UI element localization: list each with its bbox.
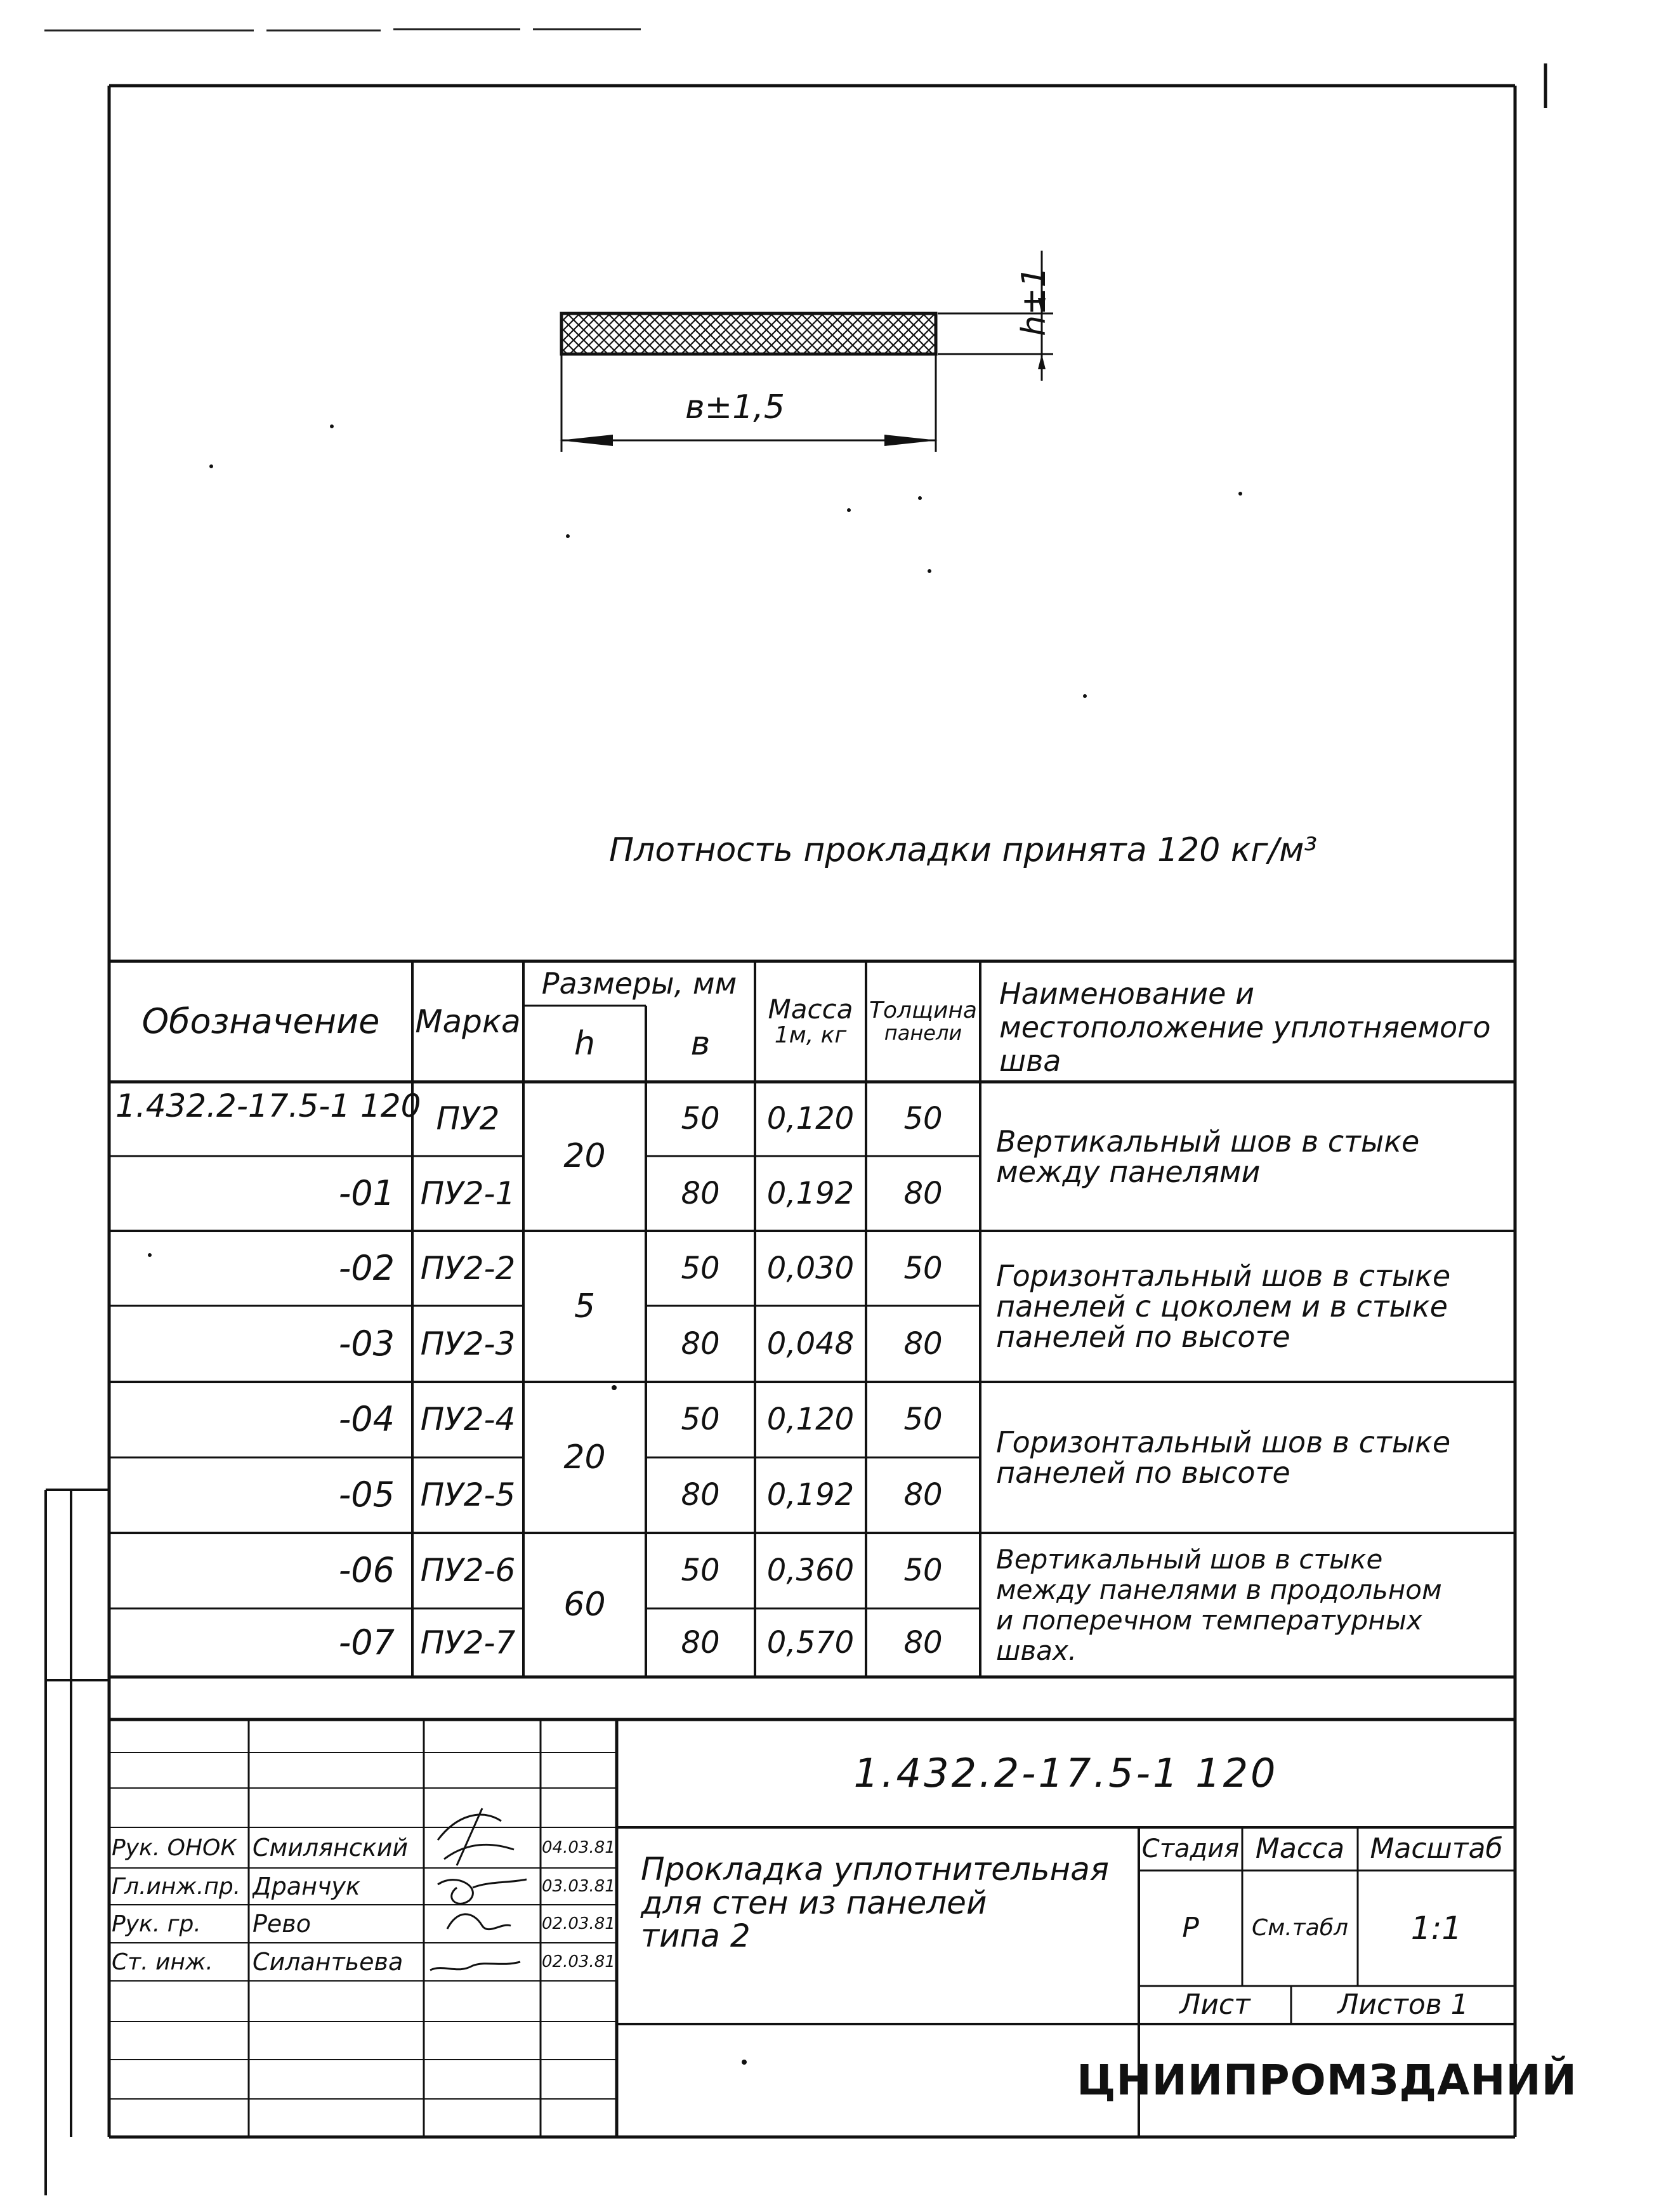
row-mark: ПУ2-6 <box>420 1552 516 1589</box>
row-mass: 0,570 <box>766 1624 855 1660</box>
sig-name: Дранчук <box>253 1872 360 1900</box>
row-panel-thickness: 50 <box>903 1553 943 1589</box>
sheets-label: Листов 1 <box>1337 1988 1469 2021</box>
row-mark: ПУ2-3 <box>420 1325 516 1362</box>
sig-name: Смилянский <box>253 1834 409 1862</box>
thickness-dimension-label: h±1 <box>1015 266 1053 336</box>
row-designation: -07 <box>338 1622 395 1662</box>
header-thickness <box>866 961 980 1082</box>
row-designation: -03 <box>338 1323 395 1364</box>
row-panel-thickness: 80 <box>903 1175 943 1211</box>
row-designation: 1.432.2-17.5-1 120 <box>115 1088 421 1125</box>
row-designation: -05 <box>338 1475 395 1515</box>
mass-header: Масса <box>1255 1832 1345 1865</box>
header-mark: Марка <box>415 1003 521 1040</box>
sheet-label: Лист <box>1179 1988 1250 2021</box>
row-panel-thickness: 80 <box>903 1477 943 1513</box>
header-description: Наименование и местоположение уплотняемого шва <box>999 976 1491 1078</box>
stage-header: Стадия <box>1141 1834 1240 1864</box>
row-mass: 0,192 <box>766 1175 855 1211</box>
sig-role: Рук. ОНОК <box>112 1834 237 1861</box>
row-mark: ПУ2-5 <box>420 1476 516 1514</box>
sig-name: Рево <box>253 1910 311 1938</box>
row-mark: ПУ2-7 <box>420 1624 516 1661</box>
row-mass: 0,192 <box>766 1477 855 1513</box>
group-description: Вертикальный шов в стыке между панелями <box>996 1124 1420 1189</box>
sig-date: 04.03.81 <box>542 1838 615 1857</box>
row-width-b: 50 <box>681 1402 720 1438</box>
trim-line <box>44 29 641 30</box>
header-h: h <box>574 1024 595 1063</box>
row-panel-thickness: 50 <box>903 1402 943 1438</box>
header-b: в <box>690 1024 711 1063</box>
signature-marks <box>430 1808 527 1970</box>
row-panel-thickness: 80 <box>903 1624 943 1660</box>
group-description: Вертикальный шов в стыке между панелями в продольном и поперечном температурных швах. <box>996 1543 1442 1666</box>
group-description: Горизонтальный шов в стыке панелей по высоте <box>996 1425 1451 1490</box>
row-mass: 0,120 <box>766 1101 855 1137</box>
header-designation: Обозначение <box>141 1001 380 1041</box>
scale-header: Масштаб <box>1370 1832 1503 1865</box>
header-mass <box>755 961 866 1082</box>
row-width-b: 50 <box>681 1553 720 1589</box>
row-panel-thickness: 50 <box>903 1101 943 1137</box>
row-panel-thickness: 80 <box>903 1325 943 1362</box>
row-mark: ПУ2-1 <box>420 1174 516 1212</box>
sig-role: Рук. гр. <box>112 1910 201 1937</box>
header-thickness-line1: Толщина <box>869 997 977 1024</box>
group-height-h: 5 <box>574 1287 596 1325</box>
row-width-b: 50 <box>681 1250 720 1286</box>
row-mass: 0,360 <box>766 1553 855 1589</box>
scale-value: 1:1 <box>1410 1909 1462 1947</box>
row-designation: -02 <box>338 1247 395 1288</box>
sig-date: 03.03.81 <box>542 1877 615 1896</box>
row-width-b: 80 <box>681 1325 720 1362</box>
row-designation: -04 <box>338 1399 395 1440</box>
row-mark: ПУ2 <box>436 1100 500 1138</box>
organization-name: ЦНИИПРОМЗДАНИЙ <box>1077 2056 1577 2105</box>
document-code: 1.432.2-17.5-1 120 <box>853 1750 1278 1797</box>
header-thickness-line2: панели <box>884 1021 962 1046</box>
row-width-b: 80 <box>681 1477 720 1513</box>
group-height-h: 20 <box>563 1137 606 1176</box>
header-dimensions: Размеры, мм <box>541 966 737 1001</box>
header-mass-line1: Масса <box>768 994 853 1025</box>
left-margin-strip <box>46 1490 109 2195</box>
stage-value: Р <box>1182 1911 1199 1944</box>
sig-name: Силантьева <box>253 1948 404 1976</box>
sig-date: 02.03.81 <box>542 1914 615 1933</box>
drawing-title: Прокладка уплотнительная для стен из панелей типа 2 <box>641 1851 1109 1954</box>
header-mass-line2: 1м, кг <box>774 1022 847 1049</box>
row-mark: ПУ2-4 <box>420 1401 516 1438</box>
row-width-b: 80 <box>681 1624 720 1660</box>
group-height-h: 60 <box>563 1586 606 1624</box>
row-width-b: 50 <box>681 1101 720 1137</box>
row-mass: 0,120 <box>766 1402 855 1438</box>
sig-role: Ст. инж. <box>112 1949 213 1975</box>
row-mark: ПУ2-2 <box>420 1249 516 1287</box>
width-dimension-label: в±1,5 <box>685 388 785 426</box>
row-designation: -06 <box>338 1550 395 1591</box>
sig-date: 02.03.81 <box>542 1952 615 1971</box>
group-height-h: 20 <box>563 1438 606 1476</box>
row-width-b: 80 <box>681 1175 720 1211</box>
density-note: Плотность прокладки принята 120 кг/м³ <box>609 831 1318 869</box>
group-description: Горизонтальный шов в стыке панелей с цоколем и в стыке панелей по высоте <box>996 1259 1451 1354</box>
row-mass: 0,048 <box>766 1325 855 1362</box>
row-mass: 0,030 <box>766 1250 855 1286</box>
row-designation: -01 <box>338 1173 395 1213</box>
row-panel-thickness: 50 <box>903 1250 943 1286</box>
mass-value: См.табл <box>1252 1915 1348 1942</box>
sig-role: Гл.инж.пр. <box>112 1873 241 1900</box>
